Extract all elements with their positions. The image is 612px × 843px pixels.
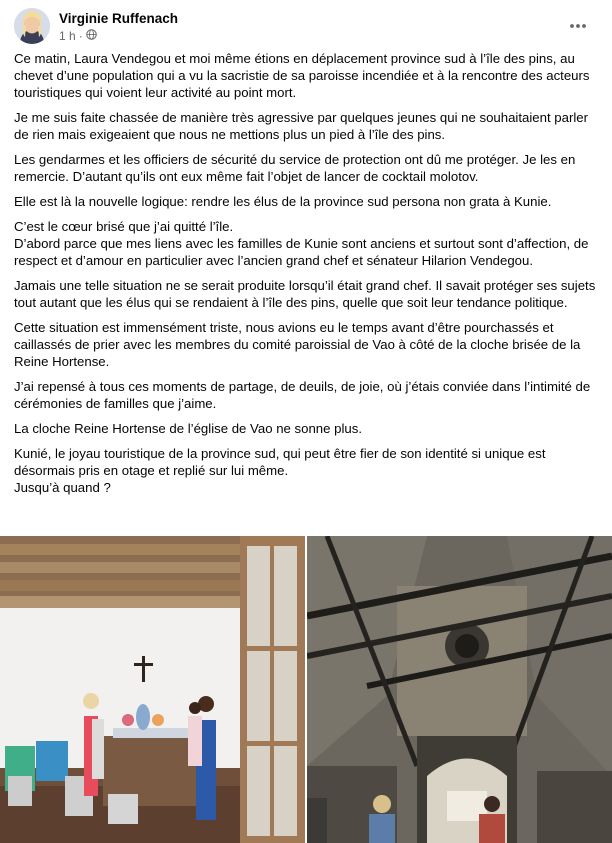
- post-paragraph: Jamais une telle situation ne se serait produite lorsqu’il était grand chef. Il savait protéger ses sujets tout autant que les élus qui se rendaient à l’île des pins, quelle que soit leur tendance politique.: [14, 278, 596, 310]
- post-paragraph: C’est le cœur brisé que j’ai quitté l’île. D’abord parce que mes liens avec les familles de Kunie sont anciens et surtout sont d’affection, de respect et d’amour en particulier avec l’ancien grand chef et sénateur Hilarion Vendegou.: [14, 219, 589, 268]
- post-photos: [0, 536, 612, 843]
- avatar-image: [14, 8, 50, 44]
- photo-burned-sacristy[interactable]: [307, 536, 612, 843]
- post-paragraph: Ce matin, Laura Vendegou et moi même étions en déplacement province sud à l’île des pins, au chevet d’une population qui a vu la sacristie de sa paroisse incendiée et à la rencontre des acteurs touristiques qui voient leur activité au point mort.: [14, 51, 590, 100]
- post-header: [14, 8, 598, 46]
- post-paragraph: La cloche Reine Hortense de l’église de Vao ne sonne plus.: [14, 421, 362, 436]
- post-paragraph: Elle est là la nouvelle logique: rendre les élus de la province sud persona non grata à Kunie.: [14, 194, 552, 209]
- post-paragraph: Je me suis faite chassée de manière très agressive par quelques jeunes qui ne souhaitaient parler de rien mais exigeaient que nous ne mettions plus un pied à l’île des pins.: [14, 110, 588, 142]
- post-meta: [59, 29, 97, 43]
- author-avatar[interactable]: [14, 8, 50, 44]
- meta-separator: ·: [78, 29, 83, 43]
- post-paragraph: Cette situation est immensément triste, nous avions eu le temps avant d’être pourchassés et caillassés de prier avec les membres du comité paroissial de Vao à côté de la cloche brisée de la Reine Hortense.: [14, 320, 581, 369]
- post-time[interactable]: 1 h: [59, 29, 76, 43]
- more-options-icon: [569, 23, 587, 29]
- post-paragraph: J’ai repensé à tous ces moments de partage, de deuils, de joie, où j’étais conviée dans l’intimité de cérémonies de familles que j’aime.: [14, 379, 591, 411]
- globe-icon: [86, 29, 97, 43]
- more-options-button[interactable]: [564, 14, 592, 38]
- post-paragraph: Les gendarmes et les officiers de sécurité du service de protection ont dû me protéger. Je les en remercie. D’autant qu’ils ont eux même fait l’objet de lancer de cocktail molotov.: [14, 152, 576, 184]
- post-body: [14, 50, 600, 504]
- post-paragraph: Kunié, le joyau touristique de la province sud, qui peut être fier de son identité si unique est désormais pris en otage et replié sur lui même. Jusqu’à quand ?: [14, 446, 546, 495]
- photo-chapel-interior[interactable]: [0, 536, 305, 843]
- author-name[interactable]: Virginie Ruffenach: [59, 11, 179, 26]
